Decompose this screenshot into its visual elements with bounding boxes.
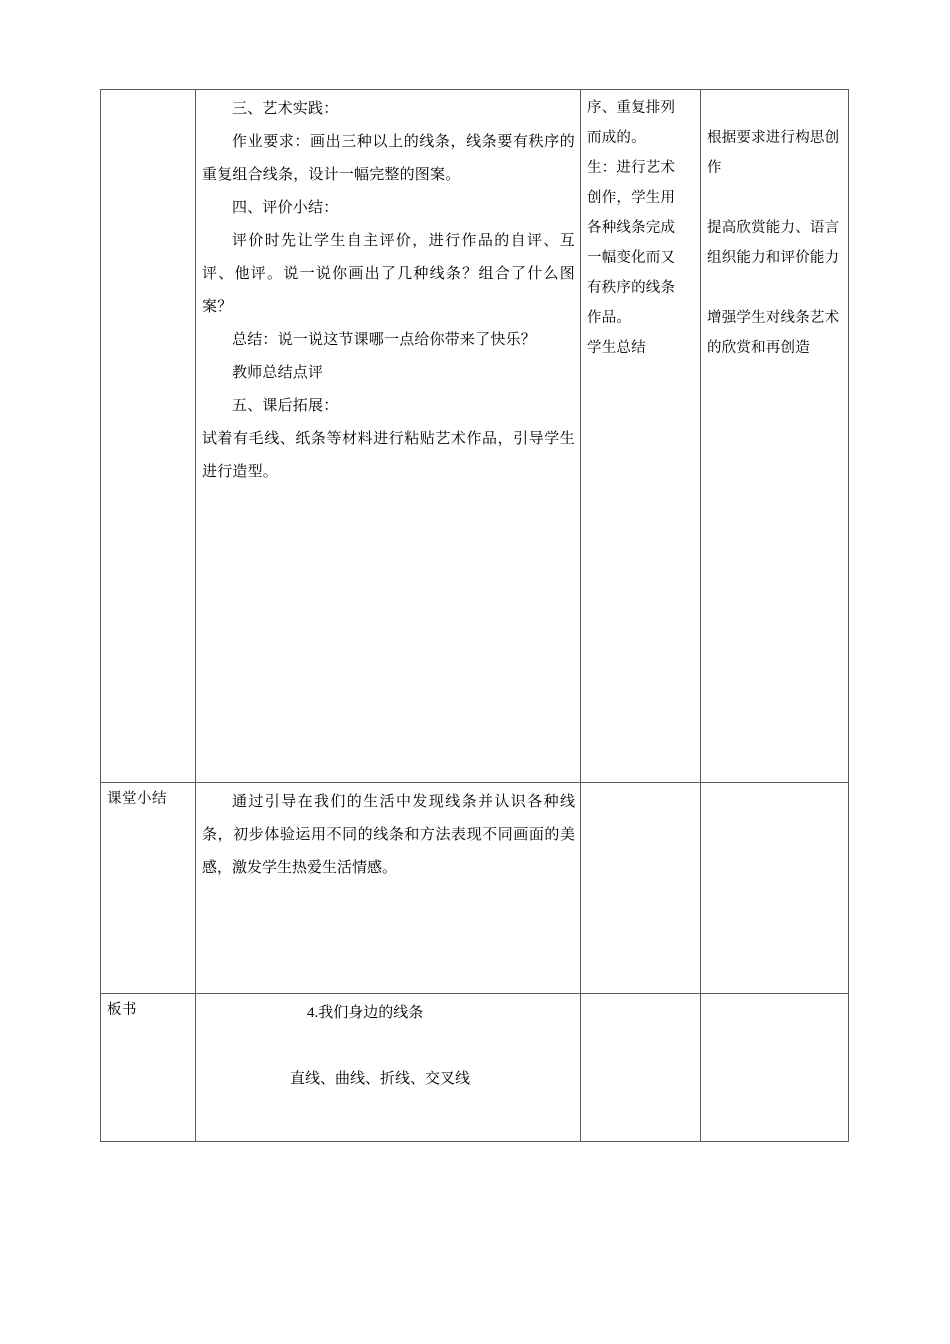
table-row-blackboard-design <box>101 994 849 1142</box>
teaching-process-text <box>196 90 580 492</box>
process-heading-evaluation-summary: 四、评价小结： <box>232 200 339 216</box>
design-spacer <box>707 273 843 303</box>
class-summary-text <box>196 783 580 888</box>
process-final-summary-question: 总结：说一说这节课哪一点给你带来了快乐？ <box>232 332 537 348</box>
student-line: 而成的。 <box>587 130 646 146</box>
design-intent-cell <box>701 90 849 783</box>
blackboard-student-text <box>581 994 700 1000</box>
student-line: 学生总结 <box>587 340 646 356</box>
blackboard-line-types: 直线、曲线、折线、交叉线 <box>290 1071 471 1087</box>
blackboard-spacer <box>202 1030 575 1063</box>
student-line: 生：进行艺术 <box>587 160 676 176</box>
student-line: 有秩序的线条 <box>587 280 676 296</box>
design-spacer <box>707 93 843 123</box>
process-teacher-comment: 教师总结点评 <box>232 365 324 381</box>
class-summary-student-text <box>581 783 700 789</box>
class-summary-student-cell <box>581 783 701 994</box>
design-block-recreation: 增强学生对线条艺术的欣赏和再创造 <box>707 310 840 356</box>
class-summary-content-cell <box>196 783 581 994</box>
process-heading-art-practice: 三、艺术实践： <box>232 101 339 117</box>
blackboard-content-cell <box>196 994 581 1142</box>
process-extension-detail: 试着有毛线、纸条等材料进行粘贴艺术作品，引导学生进行造型。 <box>202 431 575 480</box>
table-row-class-summary <box>101 783 849 994</box>
table-row-teaching-process <box>101 90 849 783</box>
process-evaluation-detail: 评价时先让学生自主评价，进行作品的自评、互评、他评。说一说你画出了几种线条？组合了什么图案？ <box>202 233 575 315</box>
blackboard-lesson-title: 4.我们身边的线条 <box>307 1005 424 1021</box>
design-spacer <box>707 183 843 213</box>
row-label-cell-class-summary <box>101 783 196 994</box>
student-line: 一幅变化而又 <box>587 250 676 266</box>
process-assignment-requirements: 作业要求：画出三种以上的线条，线条要有秩序的重复组合线条，设计一幅完整的图案。 <box>202 134 575 183</box>
class-summary-paragraph: 通过引导在我们的生活中发现线条并认识各种线条，初步体验运用不同的线条和方法表现不同画面的美感，激发学生热爱生活情感。 <box>202 794 575 876</box>
student-line: 各种线条完成 <box>587 220 676 236</box>
class-summary-design-text <box>701 783 848 789</box>
row-label-blackboard: 板书 <box>107 1002 137 1018</box>
row-label-teaching-process <box>101 90 195 96</box>
student-line: 创作，学生用 <box>587 190 676 206</box>
student-line: 作品。 <box>587 310 632 326</box>
blackboard-text <box>196 994 580 1099</box>
design-block-appreciation: 提高欣赏能力、语言组织能力和评价能力 <box>707 220 840 266</box>
blackboard-design-text <box>701 994 848 1000</box>
class-summary-design-cell <box>701 783 849 994</box>
teaching-process-content-cell <box>196 90 581 783</box>
blackboard-student-cell <box>581 994 701 1142</box>
row-label-cell-teaching-process <box>101 90 196 783</box>
student-line: 序、重复排列 <box>587 100 676 116</box>
row-label-class-summary: 课堂小结 <box>107 791 167 807</box>
blackboard-design-cell <box>701 994 849 1142</box>
process-heading-extension: 五、课后拓展： <box>232 398 339 414</box>
row-label-cell-blackboard <box>101 994 196 1142</box>
student-activity-cell <box>581 90 701 783</box>
design-intent-text <box>701 90 848 366</box>
lesson-plan-table <box>100 89 849 1142</box>
student-activity-text <box>581 90 700 366</box>
design-block-conception: 根据要求进行构思创作 <box>707 130 840 176</box>
